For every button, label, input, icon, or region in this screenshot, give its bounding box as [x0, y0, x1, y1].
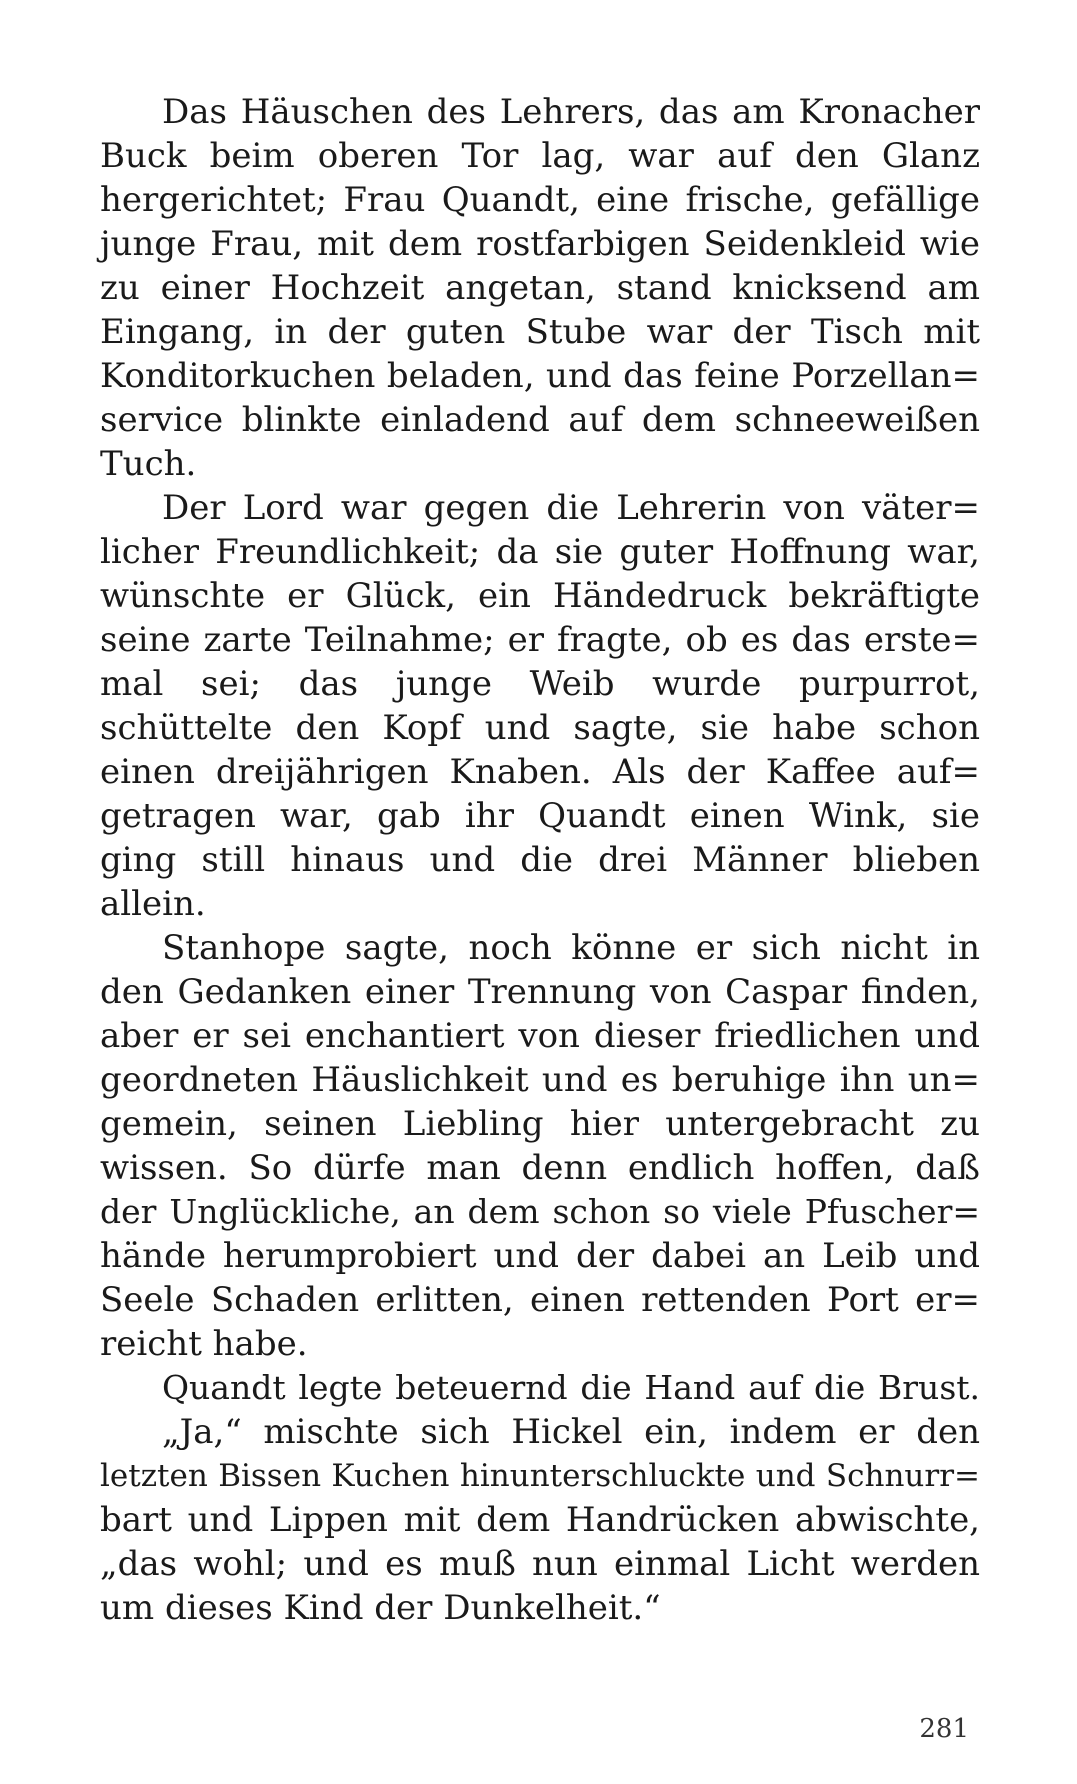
- text-line: hände herumprobiert und der dabei an Leib und: [100, 1236, 980, 1276]
- text-line: seine zarte Teilnahme; er fragte, ob es das erste=: [100, 620, 980, 660]
- text-line: letzten Bissen Kuchen hinunterschluckte und Schnurr=: [100, 1458, 980, 1494]
- text-line: Tuch.: [100, 444, 197, 484]
- text-line: ging still hinaus und die drei Männer blieben: [100, 840, 980, 880]
- text-line: junge Frau, mit dem rostfarbigen Seidenkleid wie: [100, 224, 980, 264]
- text-line: Seele Schaden erlitten, einen rettenden Port er=: [100, 1280, 980, 1320]
- text-line: wissen. So dürfe man denn endlich hoffen, daß: [100, 1148, 980, 1188]
- text-line: gemein, seinen Liebling hier untergebracht zu: [100, 1104, 980, 1144]
- text-line: Buck beim oberen Tor lag, war auf den Glanz: [100, 136, 980, 176]
- text-line: bart und Lippen mit dem Handrücken abwischte,: [100, 1500, 980, 1540]
- text-line: service blinkte einladend auf dem schneeweißen: [100, 400, 980, 440]
- text-line: der Unglückliche, an dem schon so viele Pfuscher=: [100, 1192, 980, 1231]
- text-line: den Gedanken einer Trennung von Caspar finden,: [100, 972, 980, 1012]
- text-line: reicht habe.: [100, 1324, 308, 1364]
- text-line: einen dreijährigen Knaben. Als der Kaffee auf=: [100, 752, 980, 792]
- text-line: Quandt legte beteuernd die Hand auf die Brust.: [162, 1368, 980, 1407]
- text-line: schüttelte den Kopf und sagte, sie habe schon: [100, 708, 980, 748]
- text-line: geordneten Häuslichkeit und es beruhige ihn un=: [100, 1060, 980, 1100]
- text-line: Eingang, in der guten Stube war der Tisch mit: [100, 312, 980, 352]
- text-line: Der Lord war gegen die Lehrerin von väter=: [162, 488, 980, 528]
- text-line: Stanhope sagte, noch könne er sich nicht in: [162, 928, 980, 968]
- text-line: Konditorkuchen beladen, und das feine Porzellan=: [100, 356, 980, 396]
- page-number: 281: [919, 1714, 969, 1744]
- text-line: zu einer Hochzeit angetan, stand knicksend am: [100, 268, 980, 308]
- text-line: getragen war, gab ihr Quandt einen Wink, sie: [100, 796, 980, 836]
- text-line: aber er sei enchantiert von dieser friedlichen und: [100, 1016, 980, 1056]
- text-line: „das wohl; und es muß nun einmal Licht werden: [100, 1544, 980, 1584]
- text-line: um dieses Kind der Dunkelheit.“: [100, 1588, 661, 1628]
- text-line: Das Häuschen des Lehrers, das am Kronacher: [162, 92, 980, 132]
- text-line: allein.: [100, 884, 206, 924]
- text-line: mal sei; das junge Weib wurde purpurrot,: [100, 664, 980, 704]
- text-line: „Ja,“ mischte sich Hickel ein, indem er den: [162, 1412, 980, 1452]
- text-line: hergerichtet; Frau Quandt, eine frische, gefällige: [100, 180, 980, 220]
- text-line: licher Freundlichkeit; da sie guter Hoffnung war,: [100, 532, 980, 572]
- text-line: wünschte er Glück, ein Händedruck bekräftigte: [100, 576, 980, 616]
